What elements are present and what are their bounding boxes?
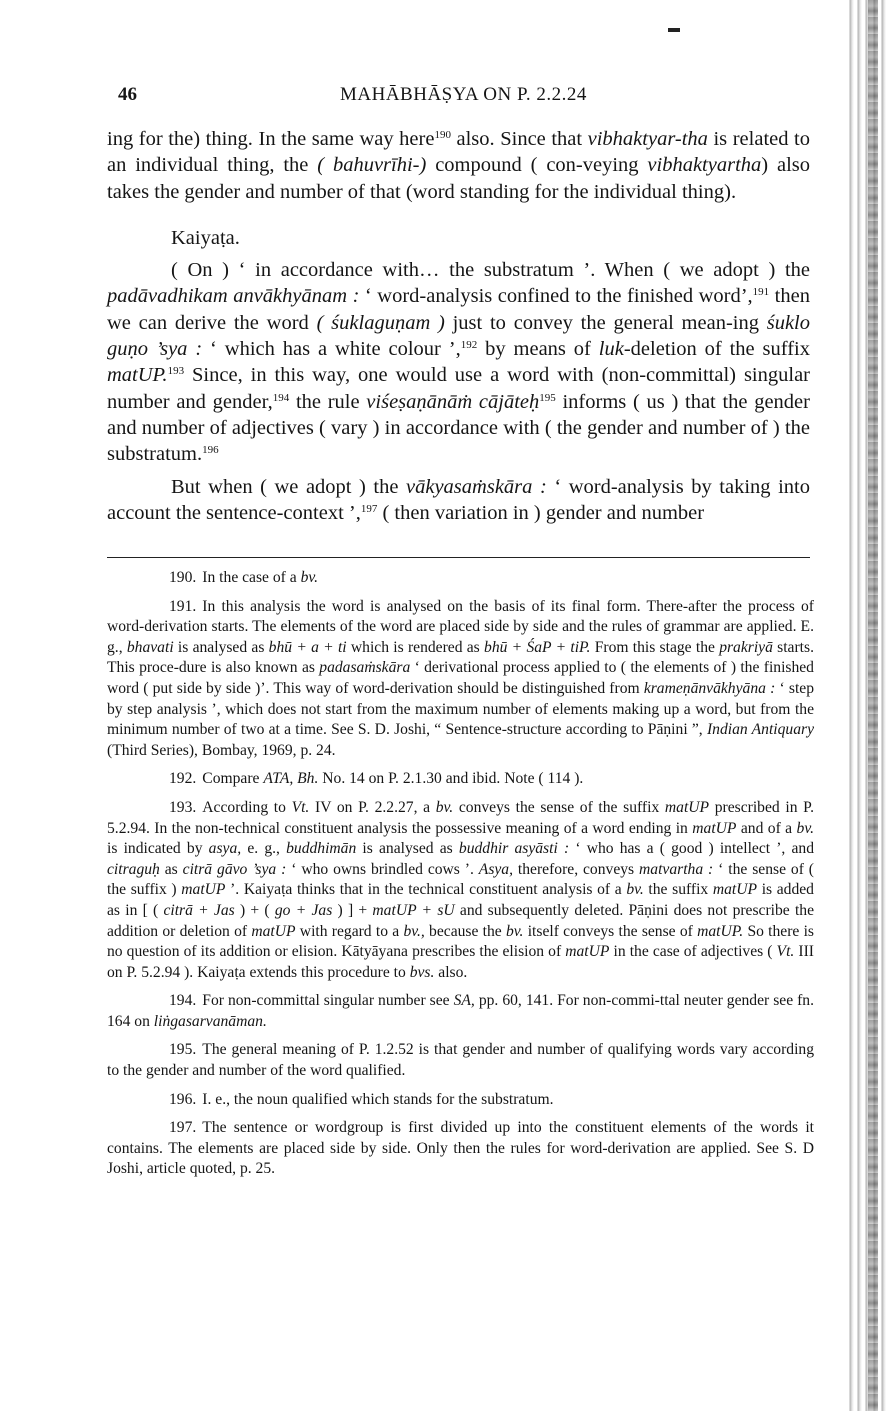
- text-run: III on P. 5.2.94 ). Kaiyaṭa extends this procedure to: [107, 943, 814, 981]
- paragraph: [107, 257, 810, 467]
- italic-term: citrā + Jas: [163, 901, 235, 919]
- italic-term: vibhaktyartha: [647, 154, 762, 177]
- italic-term: bv.: [300, 569, 319, 586]
- footnote-number: 192.: [169, 770, 197, 788]
- italic-term: padāvadhikam anvākhyānam :: [107, 285, 360, 308]
- footnote: [107, 1090, 814, 1111]
- text-run: From this stage the: [590, 638, 720, 656]
- text-run: Kaiyaṭa.: [171, 226, 240, 249]
- page-number: 46: [118, 84, 137, 105]
- italic-term: bvs.: [409, 963, 435, 981]
- text-run: According to: [202, 798, 292, 816]
- italic-term: bhū + a + ti: [268, 638, 347, 656]
- text-run: No. 14 on P. 2.1.30 and ibid. Note ( 114 ).: [318, 770, 584, 788]
- italic-term: matvartha :: [639, 860, 714, 878]
- text-run: in the case of adjectives (: [609, 943, 777, 961]
- running-title: MAHĀBHĀṢYA ON P. 2.2.24: [340, 84, 587, 105]
- text-run: itself conveys the sense of: [523, 922, 698, 940]
- text-run: The general meaning of P. 1.2.52 is that gender and number of qualifying words vary according to the gender and number of the word qualified.: [107, 1041, 814, 1080]
- text-run: ( then variation in ) gender and number: [377, 501, 705, 524]
- italic-term: bv.: [505, 922, 524, 940]
- text-run: e. g.,: [241, 840, 287, 858]
- text-run: starts. This proce-dure is also known as: [107, 638, 814, 677]
- italic-term: ( śuklaguṇam ): [316, 311, 445, 334]
- italic-term: vibhaktyar-tha: [587, 128, 708, 150]
- footnote-ref: 197: [360, 502, 378, 515]
- italic-term: asya,: [208, 840, 242, 858]
- paragraph: [107, 474, 810, 527]
- footnote-number: 195.: [169, 1041, 197, 1059]
- italic-term: padasaṁskāra: [319, 659, 411, 677]
- text-run: by means of: [477, 338, 599, 361]
- text-run: then we can derive the word: [107, 285, 810, 334]
- italic-term: buddhir asyāsti :: [458, 840, 570, 858]
- text-run: But when ( we adopt ) the: [171, 475, 407, 498]
- footnote-ref: 194: [272, 391, 290, 404]
- text-run: ‘ who has a ( good ) intellect ’, and: [569, 840, 815, 858]
- text-run: ‘ which has a white colour ’,: [202, 338, 461, 361]
- footnote: [107, 1118, 814, 1180]
- italic-term: matUP: [181, 881, 226, 899]
- footnote-number: 193.: [169, 798, 197, 816]
- text-run: which is rendered as: [346, 638, 485, 656]
- italic-term: matUP: [664, 798, 710, 816]
- page-edge-shadow: [846, 0, 886, 1411]
- main-text: [107, 126, 810, 526]
- italic-term: prakriyā: [719, 638, 773, 656]
- italic-term: luk: [598, 338, 624, 361]
- footnote-ref: 190: [434, 129, 451, 141]
- text-run: also.: [434, 963, 468, 981]
- italic-term: matUP: [712, 881, 758, 899]
- footnote: [107, 991, 814, 1032]
- text-run: ’. Kaiyaṭa thinks that in the technical constituent analysis of a: [225, 881, 627, 899]
- italic-term: liṅgasarvanāman.: [153, 1012, 267, 1030]
- text-run: pp. 60, 141. For non-commi-ttal neuter gender see fn. 164 on: [107, 992, 815, 1030]
- italic-term: śuklo guṇo ’sya :: [107, 311, 811, 361]
- text-run: is related to an individual thing, the: [107, 128, 811, 177]
- running-header: [118, 84, 818, 110]
- italic-term: matUP.: [697, 922, 744, 940]
- text-run: ‘ word-analysis confined to the finished word’,: [359, 285, 753, 308]
- text-run: For non-committal singular number see: [202, 992, 454, 1010]
- footnote: [107, 1040, 814, 1081]
- text-run: (Third Series), Bombay, 1969, p. 24.: [107, 741, 336, 759]
- text-run: -deletion of the suffix: [623, 338, 810, 361]
- footnote: [107, 597, 814, 762]
- text-run: So there is no question of its addition or elision. Kātyāyana prescribes the elision of: [107, 922, 814, 961]
- text-run: prescribed in P. 5.2.94. In the non-technical constituent analysis the possessive meaning of a word ending in: [107, 798, 814, 837]
- footnote-rule: [107, 557, 810, 558]
- text-run: as: [159, 860, 183, 878]
- text-run: informs ( us ) that the gender and number of adjectives ( vary ) in accordance with ( the gender and number of ) the substratum.: [107, 390, 810, 466]
- footnote-ref: 195: [539, 391, 556, 404]
- text-run: just to convey the general mean-ing: [444, 311, 767, 334]
- text-run: ‘ step by step analysis ’, which does not start from the maximum number of elements making up a word, but from the minimum number of two at a time. See S. D. Joshi, “ Sentence-structure according to Pāṇini ”,: [107, 679, 815, 739]
- text-run: and of a: [736, 819, 797, 837]
- footnote: [107, 568, 814, 589]
- text-run: also. Since that: [450, 128, 588, 150]
- text-run: The sentence or wordgroup is first divided up into the constituent elements of the words it contains. The elements are placed side by side. Only then the rules for word-derivation are applied. See S. D Joshi, article quoted, p. 25.: [107, 1119, 814, 1178]
- text-run: IV on P. 2.2.27, a: [309, 798, 436, 816]
- italic-term: viśeṣaṇānāṁ cājāteḥ: [366, 390, 540, 413]
- italic-term: ATA, Bh.: [263, 770, 319, 788]
- footnotes: [107, 568, 814, 1188]
- italic-term: ( bahuvrīhi-): [317, 154, 427, 177]
- footnote-number: 197.: [169, 1119, 197, 1137]
- text-run: with regard to a: [295, 922, 404, 940]
- text-run: In this analysis the word is analysed on the basis of its final form. There-after the process of word-derivation starts. The elements of the word are placed side by side and the rules of grammar are applied. E. g.,: [107, 597, 814, 656]
- italic-term: matUP: [565, 943, 610, 961]
- text-run: is analysed as: [173, 638, 269, 656]
- text-run: In the case of a: [202, 569, 301, 586]
- italic-term: matUP: [251, 922, 296, 940]
- footnote-ref: 193: [167, 365, 185, 378]
- text-run: Since, in this way, one would use a word with (non-committal) singular number and gender,: [107, 364, 810, 413]
- text-run: is added as in [ (: [107, 881, 814, 919]
- text-run: is analysed as: [356, 840, 459, 858]
- text-run: ) also takes the gender and number of that (word standing for the individual thing).: [107, 154, 810, 203]
- italic-term: matUP: [692, 819, 737, 837]
- footnote: [107, 769, 814, 790]
- italic-term: bv.: [796, 819, 814, 837]
- text-run: the rule: [289, 390, 367, 413]
- text-run: ‘ who owns brindled cows ’.: [286, 860, 479, 878]
- footnote: [107, 798, 814, 983]
- italic-term: buddhimān: [286, 840, 357, 858]
- text-run: ) ] +: [332, 901, 373, 919]
- italic-term: bv.: [435, 798, 454, 816]
- text-run: ( On ) ‘ in accordance with… the substratum ’. When ( we adopt ) the: [171, 259, 810, 282]
- footnote-ref: 192: [460, 339, 478, 352]
- footnote-number: 190.: [169, 569, 197, 586]
- italic-term: go + Jas: [274, 901, 333, 919]
- text-run: therefore, conveys: [513, 860, 640, 878]
- italic-term: SA,: [453, 992, 475, 1010]
- italic-term: citrā gāvo ’sya :: [182, 860, 287, 878]
- text-run: ‘ the sense of ( the suffix ): [107, 860, 814, 899]
- section-heading: [107, 225, 810, 251]
- italic-term: Indian Antiquary: [706, 721, 814, 739]
- italic-term: matUP + sU: [372, 901, 455, 919]
- text-run: compound ( con-veying: [426, 154, 648, 177]
- footnote-number: 191.: [169, 597, 197, 615]
- italic-term: Vt.: [776, 943, 795, 961]
- footnote-ref: 196: [202, 444, 219, 457]
- italic-term: vākyasaṁskāra :: [406, 475, 547, 498]
- text-run: ‘ derivational process applied to ( the elements of ) the finished word ( put side by side )’. This way of word-derivation should be distinguished from: [107, 659, 814, 697]
- footnote-number: 196.: [169, 1090, 197, 1108]
- italic-term: Vt.: [291, 798, 310, 816]
- paragraph: [107, 126, 810, 205]
- text-run: the suffix: [643, 881, 713, 899]
- page-edge-dark: [868, 0, 878, 1411]
- text-run: is indicated by: [107, 840, 209, 858]
- italic-term: matUP.: [107, 364, 168, 387]
- italic-term: bv.: [626, 881, 644, 899]
- text-run: ing for the) thing. In the same way here: [107, 128, 435, 150]
- text-run: ) + (: [234, 901, 275, 919]
- italic-term: krameṇānvākhyāna :: [643, 679, 776, 697]
- scan-mark: [668, 28, 680, 32]
- italic-term: bv.,: [403, 922, 425, 940]
- italic-term: bhavati: [126, 638, 174, 656]
- italic-term: Asya,: [478, 860, 514, 878]
- text-run: because the: [424, 922, 506, 940]
- italic-term: bhū + ŚaP + tiP.: [484, 638, 591, 656]
- footnote-number: 194.: [169, 992, 197, 1010]
- text-run: and subsequently deleted. Pāṇini does not prescribe the addition or deletion of: [107, 901, 815, 940]
- text-run: I. e., the noun qualified which stands for the substratum.: [202, 1090, 554, 1108]
- footnote-ref: 191: [752, 286, 770, 299]
- text-run: ‘ word-analysis by taking into account the sentence-context ’,: [107, 475, 810, 524]
- text-run: conveys the sense of the suffix: [453, 798, 665, 816]
- italic-term: citraguḥ: [107, 860, 160, 878]
- text-run: Compare: [202, 770, 264, 788]
